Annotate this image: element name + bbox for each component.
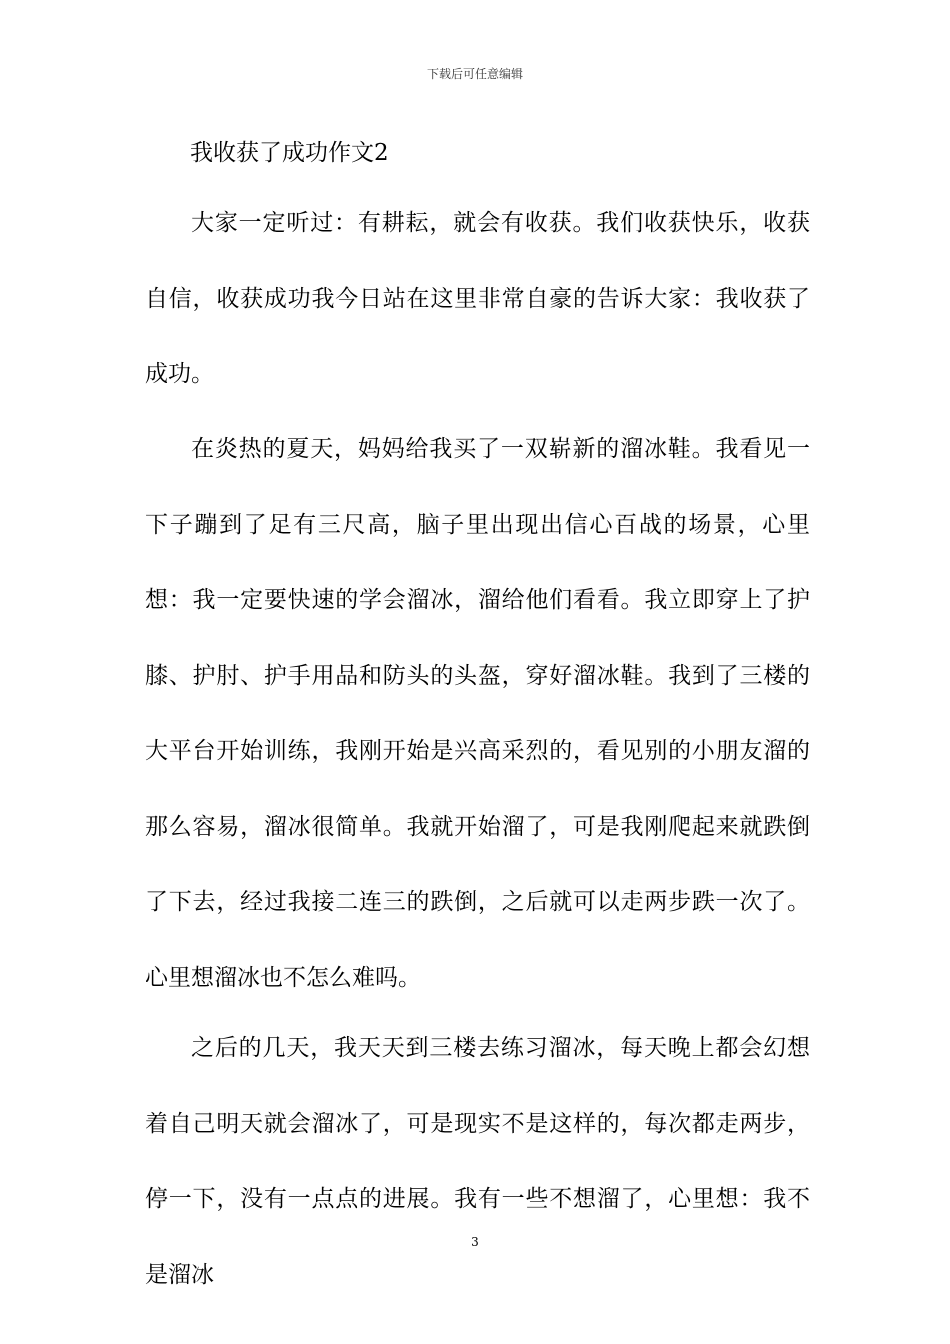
paragraph-2: 在炎热的夏天，妈妈给我买了一双崭新的溜冰鞋。我看见一下子蹦到了足有三尺高，脑子里出现出信心百战的场景，心里想：我一定要快速的学会溜冰，溜给他们看看。我立即穿上了护膝、护肘、护手用品和防头的头盔，穿好溜冰鞋。我到了三楼的大平台开始训练，我刚开始是兴高采烈的，看见别的小朋友溜的那么容易，溜冰很简单。我就开始溜了，可是我刚爬起来就跌倒了下去，经过我接二连三的跌倒，之后就可以走两步跌一次了。心里想溜冰也不怎么难吗。: [145, 436, 810, 991]
paragraph-3: 之后的几天，我天天到三楼去练习溜冰，每天晚上都会幻想着自己明天就会溜冰了，可是现实不是这样的，每次都走两步，停一下，没有一点点的进展。我有一些不想溜了，心里想：我不是溜冰: [145, 1035, 810, 1288]
page-number: 3: [471, 1235, 479, 1249]
page-header: 下载后可任意编辑: [426, 67, 523, 81]
paragraph-1: 大家一定听过：有耕耘，就会有收获。我们收获快乐，收获自信，收获成功我今日站在这里非常自豪的告诉大家：我收获了成功。: [145, 210, 810, 387]
essay-title: 我收获了成功作文2: [190, 140, 389, 166]
